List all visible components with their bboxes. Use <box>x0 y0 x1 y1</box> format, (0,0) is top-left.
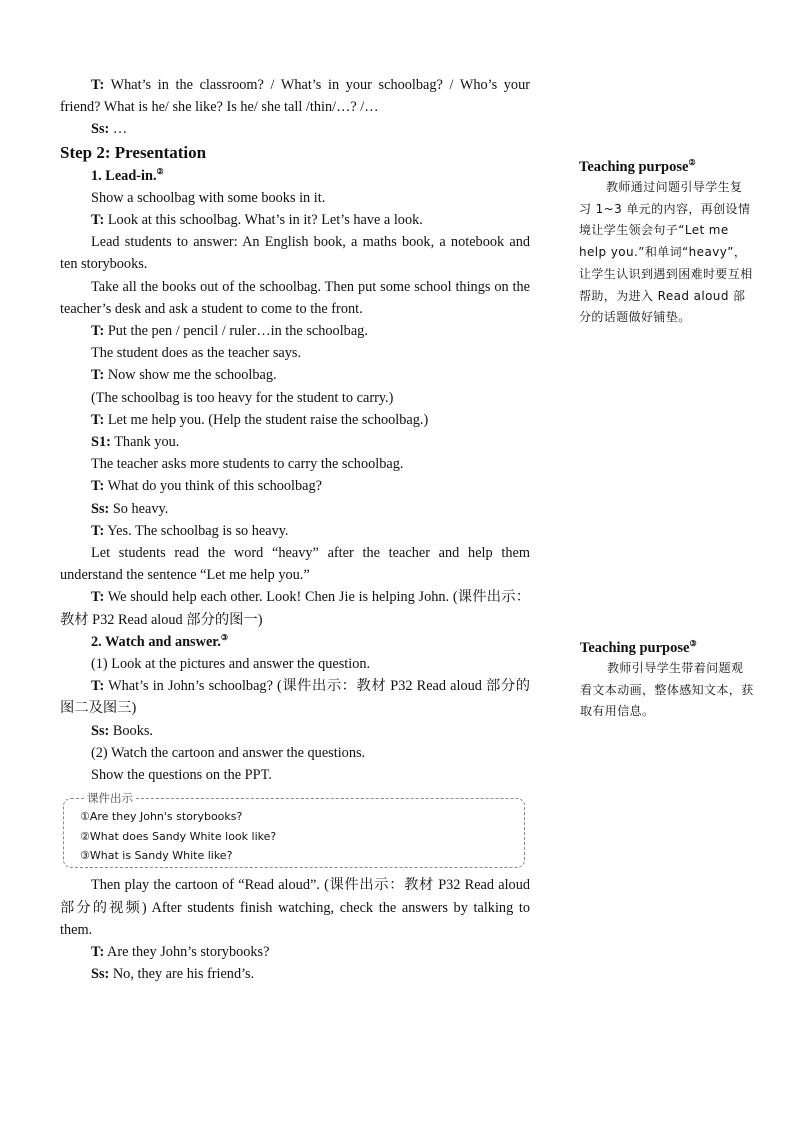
paragraph <box>60 276 530 320</box>
speaker-label: T: <box>91 943 105 960</box>
paragraph <box>60 586 530 630</box>
paragraph-text: Are they John’s storybooks? <box>104 943 270 960</box>
paragraph-text: Books. <box>109 722 153 739</box>
paragraph <box>60 431 530 453</box>
paragraph-text: Yes. The schoolbag is so heavy. <box>104 522 289 539</box>
note-text: 教师引导学生带着问题观看文本动画，整体感知文本，获取有用信息。 <box>580 661 754 719</box>
lesson-plan-body <box>60 74 530 985</box>
speaker-label: Ss: <box>91 966 110 983</box>
watch-section <box>60 653 530 786</box>
slide-question: ①Are they John's storybooks? <box>80 810 243 824</box>
paragraph-text: No, they are his friend’s. <box>109 966 255 983</box>
speaker-label: T: <box>91 323 105 340</box>
note-title: Teaching purpose③ <box>580 639 697 656</box>
paragraph <box>60 874 530 941</box>
paragraph-text: What’s in John’s schoolbag? (课件出示：教材 P32 Read aloud 部分的图二及图三) <box>60 678 530 717</box>
speaker-label: T: <box>91 678 105 695</box>
paragraph <box>60 675 530 719</box>
paragraph <box>60 364 530 386</box>
paragraph-text: Look at this schoolbag. What’s in it? Let’s have a look. <box>104 212 423 229</box>
speaker-label: S1: <box>91 434 111 451</box>
footnote-mark: ② <box>156 166 164 176</box>
paragraph-text: Put the pen / pencil / ruler…in the schoolbag. <box>104 323 368 340</box>
intro-dialogue <box>60 74 530 141</box>
speaker-label: T: <box>91 522 105 539</box>
paragraph-text: We should help each other. Look! Chen Jie is helping John. (课件出示：教材 P32 Read aloud 部分的图一) <box>60 589 530 628</box>
paragraph <box>60 453 530 475</box>
paragraph-text: Thank you. <box>110 434 180 451</box>
speaker-label: Ss: <box>91 121 110 138</box>
speaker-label: T: <box>91 77 105 93</box>
note-text: 教师通过问题引导学生复习 1~3 单元的内容，再创设情境让学生领会句子“Let me help you.”和单词“heavy”，让学生认识到遇到困难时要互相帮助，为进入 Read aloud 部分的话题做好铺垫。 <box>579 180 753 325</box>
speaker-label: Ss: <box>91 500 110 517</box>
paragraph <box>60 520 530 542</box>
paragraph <box>60 74 530 118</box>
slide-questions-box <box>63 791 525 868</box>
paragraph <box>60 941 530 963</box>
paragraph-text: Then play the cartoon of “Read aloud”. (课件出示：教材 P32 Read aloud 部分的视频) After students finish watching, check the answers by talking to them. <box>60 877 530 938</box>
paragraph <box>60 742 530 764</box>
paragraph-text: Now show me the schoolbag. <box>104 367 277 384</box>
speaker-label: T: <box>91 411 105 428</box>
paragraph <box>60 409 530 431</box>
paragraph-text: Show a schoolbag with some books in it. <box>91 189 326 206</box>
paragraph-text: (The schoolbag is too heavy for the student to carry.) <box>91 389 394 406</box>
speaker-label: T: <box>91 478 105 495</box>
paragraph-text: The teacher asks more students to carry the schoolbag. <box>91 456 404 473</box>
footnote-mark: ② <box>688 158 696 168</box>
paragraph <box>60 342 530 364</box>
after-watch-section <box>60 874 530 985</box>
speaker-label: Ss: <box>91 722 110 739</box>
paragraph <box>60 764 530 786</box>
paragraph-text: Let me help you. (Help the student raise the schoolbag.) <box>104 411 429 428</box>
paragraph <box>60 387 530 409</box>
step-heading: Step 2: Presentation <box>60 142 207 162</box>
paragraph-text: Let students read the word “heavy” after the teacher and help them understand the sentence “Let me help you.” <box>60 545 530 584</box>
leadin-section <box>60 187 530 631</box>
paragraph-text: So heavy. <box>109 500 169 517</box>
footnote-mark: ③ <box>689 639 697 649</box>
leadin-heading: 1. Lead-in.② <box>91 166 164 184</box>
paragraph-text: What do you think of this schoolbag? <box>104 478 322 495</box>
slide-box-label: 课件出示 <box>84 790 136 806</box>
paragraph <box>60 475 530 497</box>
paragraph <box>60 209 530 231</box>
slide-question: ③What is Sandy White like? <box>80 849 233 863</box>
paragraph-text: (2) Watch the cartoon and answer the questions. <box>91 744 366 761</box>
paragraph-text: Lead students to answer: An English book, a maths book, a notebook and ten storybooks. <box>60 234 530 273</box>
paragraph <box>60 118 530 140</box>
paragraph <box>60 187 530 209</box>
note-title: Teaching purpose② <box>579 158 696 175</box>
paragraph <box>60 498 530 520</box>
paragraph-text: Show the questions on the PPT. <box>91 767 272 784</box>
teaching-purpose-note-2 <box>580 638 755 723</box>
slide-question: ②What does Sandy White look like? <box>80 829 277 843</box>
paragraph <box>60 720 530 742</box>
paragraph <box>60 653 530 675</box>
paragraph <box>60 320 530 342</box>
paragraph-text: … <box>109 121 128 138</box>
paragraph-text: The student does as the teacher says. <box>91 345 302 362</box>
teaching-purpose-note-1 <box>579 157 754 329</box>
paragraph <box>60 542 530 586</box>
footnote-mark: ③ <box>220 633 229 643</box>
speaker-label: T: <box>91 212 105 229</box>
speaker-label: T: <box>91 589 105 606</box>
paragraph-text: Take all the books out of the schoolbag. Then put some school things on the teacher’s desk and ask a student to come to the front. <box>60 278 530 317</box>
paragraph <box>60 963 530 985</box>
watch-heading: 2. Watch and answer.③ <box>91 633 229 650</box>
paragraph-text: (1) Look at the pictures and answer the question. <box>91 656 371 673</box>
paragraph <box>60 231 530 275</box>
speaker-label: T: <box>91 367 105 384</box>
paragraph-text: What’s in the classroom? / What’s in your schoolbag? / Who’s your friend? What is he/ she like? Is he/ she tall /thin/…? /… <box>60 77 530 116</box>
